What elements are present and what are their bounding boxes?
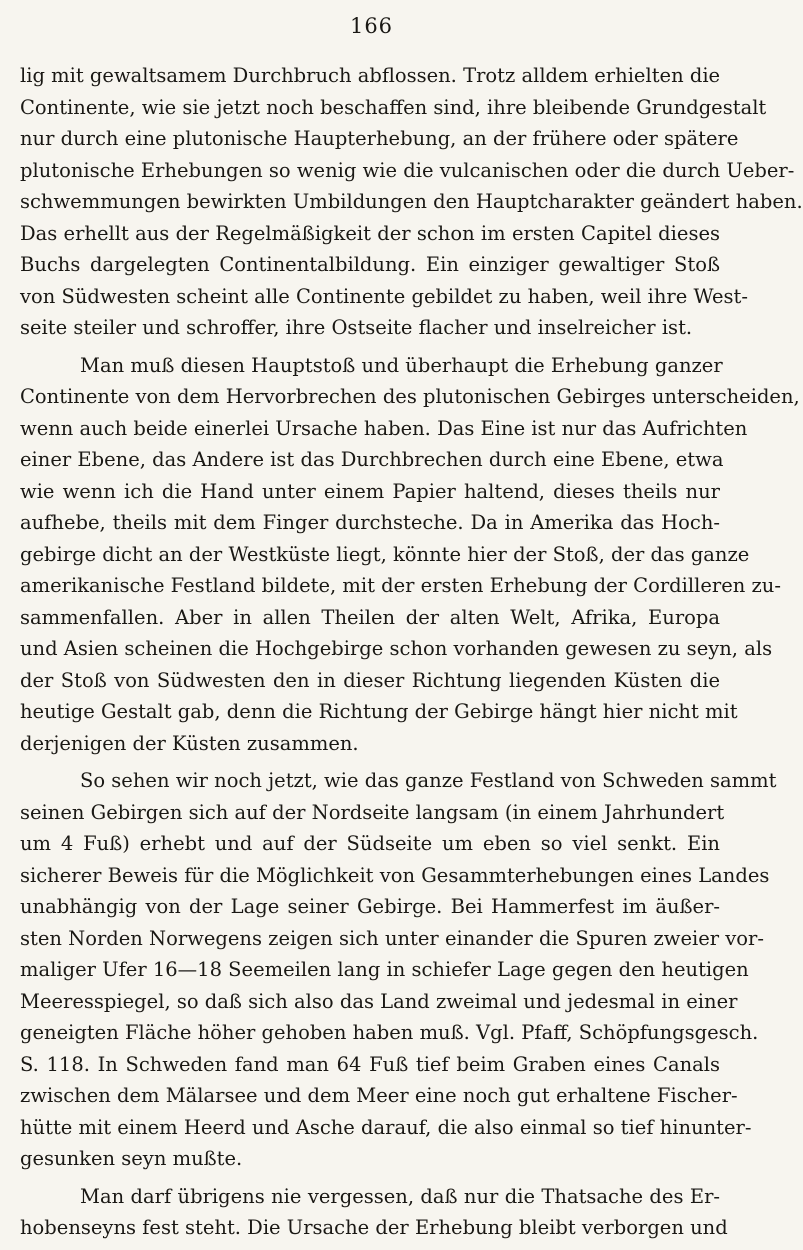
text-line: amerikanische Festland bildete, mit der ersten Erhebung der Cordilleren zu-	[20, 574, 781, 597]
body-text	[20, 60, 803, 1250]
text-line: sicherer Beweis für die Möglichkeit von Gesammterhebungen eines Landes	[20, 863, 770, 887]
text-line: geneigten Fläche höher gehoben haben muß. Vgl. Pfaff, Schöpfungsgesch.	[20, 1021, 759, 1044]
text-line: Meeresspiegel, so daß sich also das Land zweimal und jedesmal in einer	[20, 989, 738, 1013]
text-line: nur durch eine plutonische Haupterhebung, an der frühere oder spätere	[20, 127, 739, 150]
text-line: sammenfallen. Aber in allen Theilen der alten Welt, Afrika, Europa	[20, 605, 720, 629]
text-line: hütte mit einem Heerd und Asche darauf, die also einmal so tief hinunter-	[20, 1115, 752, 1139]
text-line: aufhebe, theils mit dem Finger durchsteche. Da in Amerika das Hoch-	[20, 511, 720, 534]
text-line: Buchs dargelegten Continentalbildung. Ein einziger gewaltiger Stoß	[20, 253, 720, 276]
text-line: So sehen wir noch jetzt, wie das ganze Festland von Schweden sammt	[80, 769, 777, 792]
text-line: maliger Ufer 16—18 Seemeilen lang in schiefer Lage gegen den heutigen	[20, 958, 749, 981]
text-line: unabhängig von der Lage seiner Gebirge. Bei Hammerfest im äußer-	[20, 895, 720, 918]
text-line: seinen Gebirgen sich auf der Nordseite langsam (in einem Jahrhundert	[20, 800, 725, 824]
text-line: hobenseyns fest steht. Die Ursache der Erhebung bleibt verborgen und	[20, 1216, 728, 1239]
text-line: wenn auch beide einerlei Ursache haben. Das Eine ist nur das Aufrichten	[20, 416, 748, 440]
text-line: zwischen dem Mälarsee und dem Meer eine noch gut erhaltene Fischer-	[20, 1084, 738, 1107]
text-line: der Stoß von Südwesten den in dieser Richtung liegenden Küsten die	[20, 668, 720, 692]
text-line: heutige Gestalt gab, denn die Richtung der Gebirge hängt hier nicht mit	[20, 700, 738, 723]
text-line: wie wenn ich die Hand unter einem Papier haltend, dieses theils nur	[20, 479, 720, 503]
paragraph	[20, 765, 777, 1175]
paragraph	[20, 350, 800, 760]
text-line: gesunken seyn mußte.	[20, 1147, 243, 1170]
text-line: gebirge dicht an der Westküste liegt, könnte hier der Stoß, der das ganze	[20, 542, 750, 566]
text-line: von Südwesten scheint alle Continente gebildet zu haben, weil ihre West-	[20, 284, 748, 308]
text-line: einer Ebene, das Andere ist das Durchbrechen durch eine Ebene, etwa	[20, 448, 724, 471]
text-line: lig mit gewaltsamem Durchbruch abflossen. Trotz alldem erhielten die	[20, 64, 721, 87]
text-line: Continente, wie sie jetzt noch beschaffen sind, ihre bleibende Grundgestalt	[20, 95, 767, 119]
text-line: Man darf übrigens nie vergessen, daß nur die Thatsache des Er-	[80, 1184, 720, 1208]
text-line: plutonische Erhebungen so wenig wie die vulcanischen oder die durch Ueber-	[20, 158, 795, 182]
text-line: S. 118. In Schweden fand man 64 Fuß tief beim Graben eines Canals	[20, 1052, 720, 1076]
text-line: seite steiler und schroffer, ihre Ostseite flacher und inselreicher ist.	[20, 316, 693, 339]
text-line: Man muß diesen Hauptstoß und überhaupt die Erhebung ganzer	[80, 353, 723, 377]
text-line: und Asien scheinen die Hochgebirge schon vorhanden gewesen zu seyn, als	[20, 637, 773, 660]
text-line: derjenigen der Küsten zusammen.	[20, 731, 359, 755]
page-number: 166	[349, 14, 394, 38]
text-line: Continente von dem Hervorbrechen des plutonischen Gebirges unterscheiden,	[20, 385, 800, 408]
text-line: Das erhellt aus der Regelmäßigkeit der schon im ersten Capitel dieses	[20, 221, 720, 245]
text-line: sten Norden Norwegens zeigen sich unter einander die Spuren zweier vor-	[20, 926, 764, 950]
text-line: schwemmungen bewirkten Umbildungen den Hauptcharakter geändert haben.	[20, 190, 803, 213]
paragraph	[20, 60, 803, 344]
text-line: um 4 Fuß) erhebt und auf der Südseite um eben so viel senkt. Ein	[20, 832, 720, 855]
paragraph	[20, 1181, 728, 1244]
